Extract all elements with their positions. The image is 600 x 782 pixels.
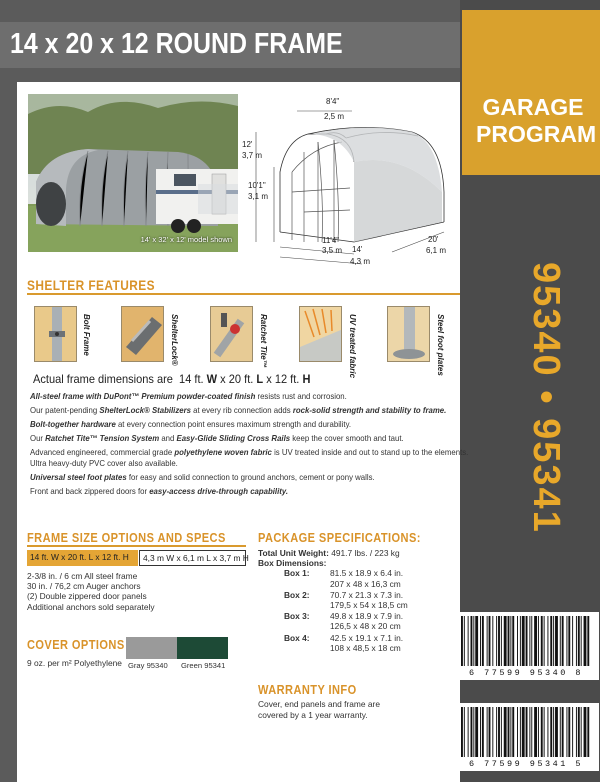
dim-length-ft: 20'	[428, 235, 439, 244]
barcode-bar	[501, 707, 502, 757]
dim-inner-m: 3,5 m	[322, 246, 343, 255]
frame-spec-list	[27, 571, 155, 612]
box-metric: 207 x 48 x 16,3 cm	[330, 578, 401, 589]
barcode-bar	[464, 707, 465, 757]
garage-program-line2: PROGRAM	[476, 121, 597, 147]
uv-fabric-icon	[299, 306, 342, 362]
barcode-bar	[473, 616, 474, 666]
barcode-bar	[475, 707, 478, 757]
barcode-bar	[534, 616, 537, 666]
shelterlock-icon	[121, 306, 164, 362]
frame-dims-height: 12 ft.	[274, 372, 300, 386]
barcode-bar	[480, 616, 481, 666]
barcode-95341	[453, 703, 599, 771]
warranty-line: Cover, end panels and frame are	[258, 699, 380, 709]
dim-height-ft: 12'	[242, 140, 253, 149]
barcode-bar	[520, 707, 521, 757]
barcode-bar	[471, 707, 473, 757]
barcode-bar	[504, 616, 507, 666]
swatch-gray-label: Gray 95340	[128, 661, 168, 670]
barcode-bar	[468, 707, 469, 757]
barcode-bar	[468, 616, 469, 666]
dim-inner-ft: 11'4"	[322, 236, 340, 245]
barcode-bar	[504, 707, 507, 757]
barcode-bar	[550, 616, 552, 666]
warranty-text	[258, 699, 380, 720]
barcode-bar	[568, 707, 570, 757]
box-name: Box 2:	[284, 589, 310, 600]
barcode-bar	[498, 707, 500, 757]
feature-line: Advanced engineered, commercial grade polyethylene woven fabric is UV treated inside and out to stand up to the elements.	[30, 447, 469, 457]
barcode-bar	[553, 707, 554, 757]
product-photo	[28, 94, 238, 252]
feature-line: Our Ratchet Tite™ Tension System and Easy-Glide Sliding Cross Rails keep the cover smooth and taut.	[30, 433, 404, 443]
barcode-95340	[453, 612, 599, 680]
box-metric: 108 x 48,5 x 18 cm	[330, 642, 401, 653]
cover-material: 9 oz. per m² Polyethylene	[27, 658, 122, 668]
content-panel	[17, 82, 469, 782]
weight-label: Total Unit Weight:	[258, 548, 329, 558]
ratchet-tite-icon	[210, 306, 253, 362]
frame-dims-x2: x	[266, 372, 272, 386]
weight-value: 491.7 lbs. / 223 kg	[331, 548, 400, 558]
dimension-diagram	[242, 92, 460, 268]
barcode-bar	[576, 616, 577, 666]
dim-length-m: 6,1 m	[426, 246, 447, 255]
dim-width-ft: 14'	[352, 245, 363, 254]
swatch-gray	[126, 637, 177, 659]
dim-height-m: 3,7 m	[242, 151, 263, 160]
model-numbers-text: 95340 • 95341	[525, 262, 567, 534]
feature-label-uv-fabric: UV treated fabric	[348, 314, 357, 379]
barcode-bar	[572, 707, 573, 757]
feature-line: Our patent-pending ShelterLock® Stabilizers at every rib connection adds rock-solid strength and stability to frame.	[30, 405, 447, 415]
feature-label-foot-plate: Steel foot plates	[436, 314, 445, 376]
box-imperial: 42.5 x 19.1 x 7.1 in.	[330, 632, 404, 643]
barcode-bar	[492, 707, 493, 757]
barcode-bar	[496, 616, 497, 666]
package-heading: PACKAGE SPECIFICATIONS:	[258, 530, 421, 545]
size-imperial-badge: 14 ft. W x 20 ft. L x 12 ft. H	[27, 550, 138, 566]
box-name: Box 4:	[284, 632, 310, 643]
dim-side-m: 3,1 m	[248, 192, 269, 201]
frame-size-rule	[27, 545, 246, 547]
barcode-bar	[587, 616, 589, 666]
frame-dims-w: W	[206, 372, 218, 386]
actual-frame-dimensions	[33, 372, 310, 386]
garage-program-label	[476, 94, 597, 148]
barcode-bar	[568, 616, 570, 666]
barcode-bar	[529, 707, 530, 757]
barcode-bar	[492, 616, 493, 666]
barcode-bar	[578, 616, 580, 666]
barcode-digits: 6 77599 95340 8	[468, 668, 583, 678]
warranty-line: covered by a 1 year warranty.	[258, 709, 368, 720]
barcode-bar	[560, 707, 561, 757]
garage-program-tab	[462, 10, 600, 175]
barcode-bar	[512, 707, 514, 757]
frame-size-heading: FRAME SIZE OPTIONS AND SPECS	[27, 530, 226, 545]
barcode-bar	[526, 707, 528, 757]
barcode-bar	[560, 616, 561, 666]
bolt-frame-icon	[34, 306, 77, 362]
foot-plate-icon	[387, 306, 430, 362]
barcode-digits: 6 77599 95341 5	[468, 759, 583, 769]
features-heading: SHELTER FEATURES	[27, 277, 156, 293]
cover-heading: COVER OPTIONS	[27, 637, 125, 652]
feature-line: Bolt-together hardware at every connection point ensures maximum strength and durability.	[30, 419, 352, 429]
barcode-bar	[538, 616, 539, 666]
swatch-green	[177, 637, 228, 659]
feature-label-bolt-frame: Bolt Frame	[82, 314, 91, 356]
barcode-bar	[482, 707, 484, 757]
barcode-bar	[531, 707, 532, 757]
dim-width-m: 4,3 m	[350, 257, 371, 266]
frame-dims-prefix: Actual frame dimensions are	[33, 372, 173, 386]
dim-top-m: 2,5 m	[324, 112, 345, 121]
box-imperial: 70.7 x 21.3 x 7.3 in.	[330, 589, 404, 600]
barcode-bar	[541, 616, 543, 666]
model-numbers	[527, 262, 567, 592]
frame-dims-width: 14 ft.	[179, 372, 204, 386]
barcode-bar	[587, 707, 589, 757]
swatch-green-label: Green 95341	[181, 661, 226, 670]
barcode-bar	[522, 707, 525, 757]
feature-line: All-steel frame with DuPont™ Premium powder-coated finish resists rust and corrosion.	[30, 391, 347, 401]
dim-top-ft: 8'4"	[326, 97, 340, 106]
frame-dims-l: L	[256, 372, 264, 386]
barcode-bar	[584, 707, 587, 757]
barcode-bar	[498, 616, 500, 666]
frame-dims-x1: x	[220, 372, 226, 386]
barcode-bar	[576, 707, 577, 757]
barcode-bar	[581, 616, 582, 666]
barcode-bar	[489, 616, 491, 666]
size-metric-badge: 4,3 m W x 6,1 m L x 3,7 m H	[139, 550, 246, 566]
barcode-bar	[578, 707, 580, 757]
barcode-bars-icon	[461, 707, 591, 757]
shelter-line-diagram	[242, 92, 460, 268]
barcode-bar	[529, 616, 530, 666]
feature-line: Ultra heavy-duty PVC cover also available.	[30, 458, 178, 469]
barcode-bar	[534, 707, 537, 757]
package-spec-list	[258, 548, 408, 653]
barcode-bar	[496, 707, 497, 757]
barcode-bar	[473, 707, 474, 757]
barcode-bar	[562, 616, 564, 666]
feature-line: Front and back zippered doors for easy-access drive-through capability.	[30, 486, 289, 497]
barcode-bar	[510, 616, 511, 666]
barcode-bar	[487, 616, 488, 666]
warranty-heading: WARRANTY INFO	[258, 682, 357, 697]
feature-list	[30, 391, 469, 500]
barcode-bar	[501, 616, 502, 666]
dim-side-ft: 10'1"	[248, 181, 266, 190]
barcode-bar	[538, 707, 539, 757]
barcode-bar	[553, 616, 554, 666]
barcode-bar	[544, 616, 545, 666]
features-rule	[27, 293, 460, 295]
title-band	[0, 22, 460, 68]
barcode-bar	[517, 616, 518, 666]
barcode-bar	[566, 707, 567, 757]
barcode-bar	[555, 707, 558, 757]
barcode-bar	[510, 707, 511, 757]
box-imperial: 81.5 x 18.9 x 6.4 in.	[330, 568, 404, 579]
frame-spec-item: Additional anchors sold separately	[27, 601, 155, 612]
barcode-bar	[555, 616, 558, 666]
barcode-bar	[584, 616, 587, 666]
box-dims-label: Box Dimensions:	[258, 558, 327, 569]
frame-spec-item: (2) Double zippered door panels	[27, 591, 147, 602]
barcode-bar	[526, 616, 528, 666]
barcode-bar	[471, 616, 473, 666]
barcode-bar	[517, 707, 518, 757]
barcode-bar	[461, 616, 463, 666]
barcode-bar	[547, 616, 548, 666]
barcode-bar	[531, 616, 532, 666]
barcode-bar	[482, 616, 484, 666]
frame-dims-h: H	[302, 372, 311, 386]
barcode-bar	[508, 707, 510, 757]
frame-spec-item: 2-3/8 in. / 6 cm All steel frame	[27, 571, 138, 581]
box-imperial: 49.8 x 18.9 x 7.9 in.	[330, 611, 404, 622]
barcode-bar	[562, 707, 564, 757]
barcode-bar	[522, 616, 525, 666]
feature-line: Universal steel foot plates for easy and solid connection to ground anchors, cement or pony walls.	[30, 472, 375, 483]
barcode-bar	[547, 707, 548, 757]
box-metric: 179,5 x 54 x 18,5 cm	[330, 599, 408, 610]
barcode-bar	[581, 707, 582, 757]
barcode-bar	[550, 707, 552, 757]
photo-caption: 14' x 32' x 12' model shown	[140, 235, 232, 244]
barcode-bar	[544, 707, 545, 757]
barcode-bar	[464, 616, 465, 666]
barcode-bar	[461, 707, 463, 757]
barcode-bar	[487, 707, 488, 757]
feature-label-ratchet-tite: Ratchet Tite™	[259, 314, 268, 368]
barcode-bar	[566, 616, 567, 666]
garage-program-line1: GARAGE	[482, 94, 584, 120]
box-name: Box 3:	[284, 611, 310, 622]
shelter-photo-image	[28, 94, 238, 252]
barcode-bar	[489, 707, 491, 757]
barcode-bar	[508, 616, 510, 666]
barcode-bar	[480, 707, 481, 757]
box-metric: 126,5 x 48 x 20 cm	[330, 621, 401, 632]
page-title: 14 x 20 x 12 ROUND FRAME	[10, 28, 343, 60]
barcode-bar	[475, 616, 478, 666]
barcode-bars-icon	[461, 616, 591, 666]
frame-spec-item: 30 in. / 76,2 cm Auger anchors	[27, 581, 141, 592]
feature-label-shelterlock: ShelterLock®	[170, 314, 179, 366]
barcode-bar	[512, 616, 514, 666]
barcode-bar	[541, 707, 543, 757]
barcode-bar	[572, 616, 573, 666]
frame-dims-length: 20 ft.	[228, 372, 254, 386]
barcode-bar	[520, 616, 521, 666]
box-name: Box 1:	[284, 568, 310, 579]
